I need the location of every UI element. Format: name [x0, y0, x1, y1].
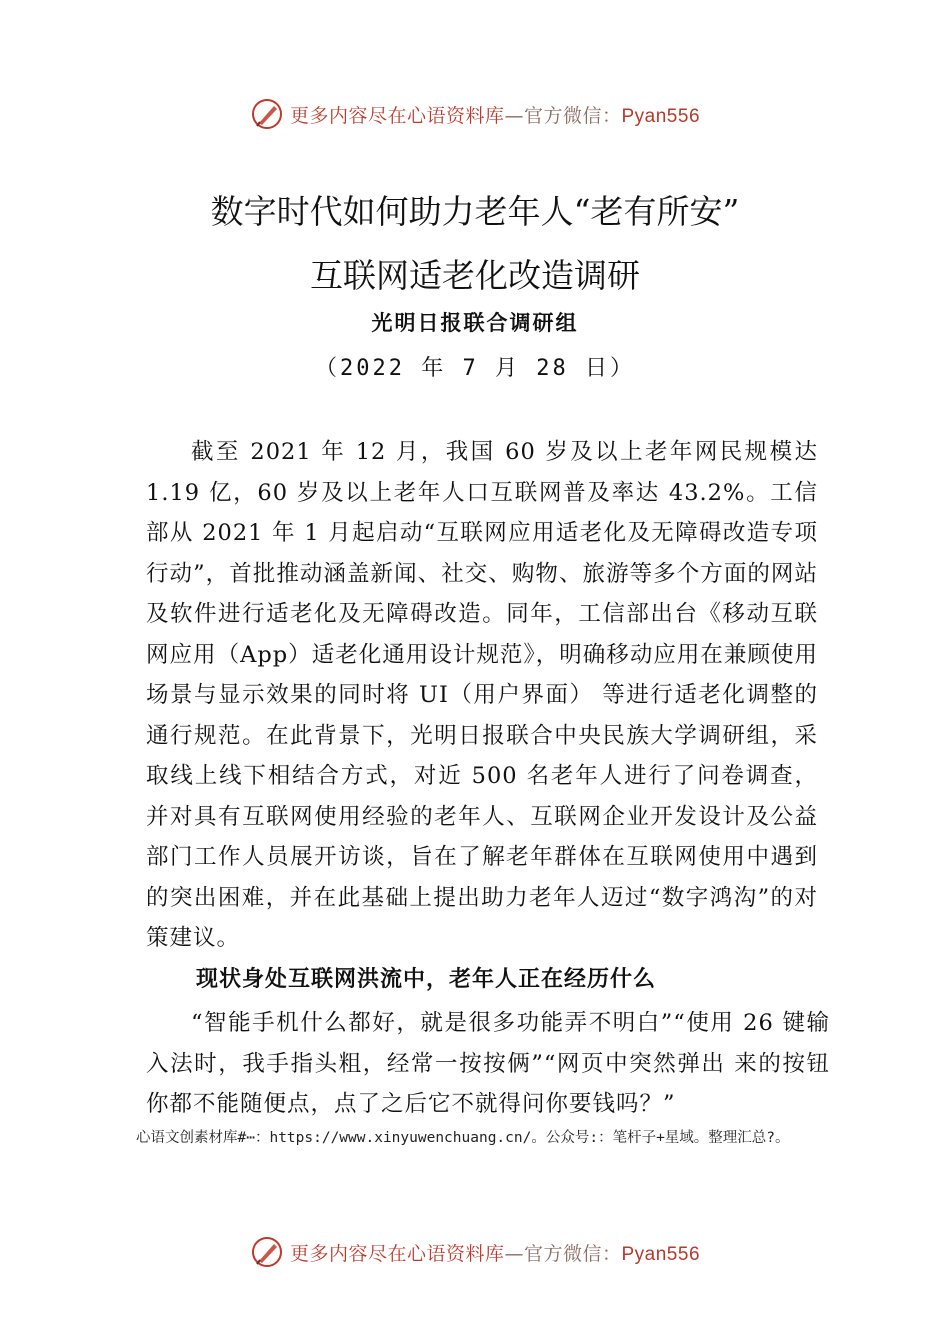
banner-text: [290, 1239, 700, 1266]
document-title: 数字时代如何助力老年人“老有所安”: [210, 192, 740, 231]
quote-paragraph: “智能手机什么都好，就是很多功能弄不明白”“使用 26 键输入法时，我手指头粗，经常一按按俩”“网页中突然弹出 来的按钮你都不能随便点，点了之后它不就得问你要钱吗？”: [146, 1010, 830, 1117]
footer-banner: [0, 1230, 950, 1274]
banner-separator: —官方微信：: [504, 104, 622, 127]
banner-wechat-handle: Pyan556: [621, 105, 701, 127]
header-banner: [0, 92, 950, 136]
document-subtitle: 互联网适老化改造调研: [310, 256, 640, 295]
source-footnote: 心语文创素材库#⋯：https://www.xinyuwenchuang.cn/。公众号:：笔杆子+星域。整理汇总?。: [136, 1130, 790, 1146]
banner-wechat-handle: Pyan556: [621, 1243, 701, 1265]
date-line: （2022 年 7 月 28 日）: [315, 356, 635, 381]
quill-pen-logo-icon: [250, 97, 284, 131]
banner-text: [290, 101, 700, 128]
banner-main-text: 更多内容尽在心语资料库: [289, 1242, 505, 1265]
author-line: 光明日报联合调研组: [371, 311, 579, 335]
banner-main-text: 更多内容尽在心语资料库: [289, 104, 505, 127]
quill-pen-logo-icon: [250, 1235, 284, 1269]
section-heading: 现状身处互联网洪流中，老年人正在经历什么: [196, 967, 657, 992]
banner-separator: —官方微信：: [504, 1242, 622, 1265]
intro-paragraph: 截至 2021 年 12 月，我国 60 岁及以上老年网民规模达 1.19 亿，60 岁及以上老年人口互联网普及率达 43.2%。工信部从 2021 年 1 月起启动“互联网应用适老化及无障碍改造专项行动”，首批推动涵盖新闻、社交、购物、旅游等多个方面的网站及软件进行适老化及无障碍改造。同年，工信部出台《移动互联网应用（App）适老化通用设计规范》，明确移动应用在兼顾使用场景与显示效果的同时将 UI（用户界面） 等进行适老化调整的通行规范。在此背景下，光明日报联合中央民族大学调研组，采取线上线下相结合方式，对近 500 名老年人进行了问卷调查，并对具有互联网使用经验的老年人、互联网企业开发设计及公益部门工作人员展开访谈，旨在了解老年群体在互联网使用中遇到的突出困难，并在此基础上提出助力老年人迈过“数字鸿沟”的对策建议。: [146, 439, 818, 951]
